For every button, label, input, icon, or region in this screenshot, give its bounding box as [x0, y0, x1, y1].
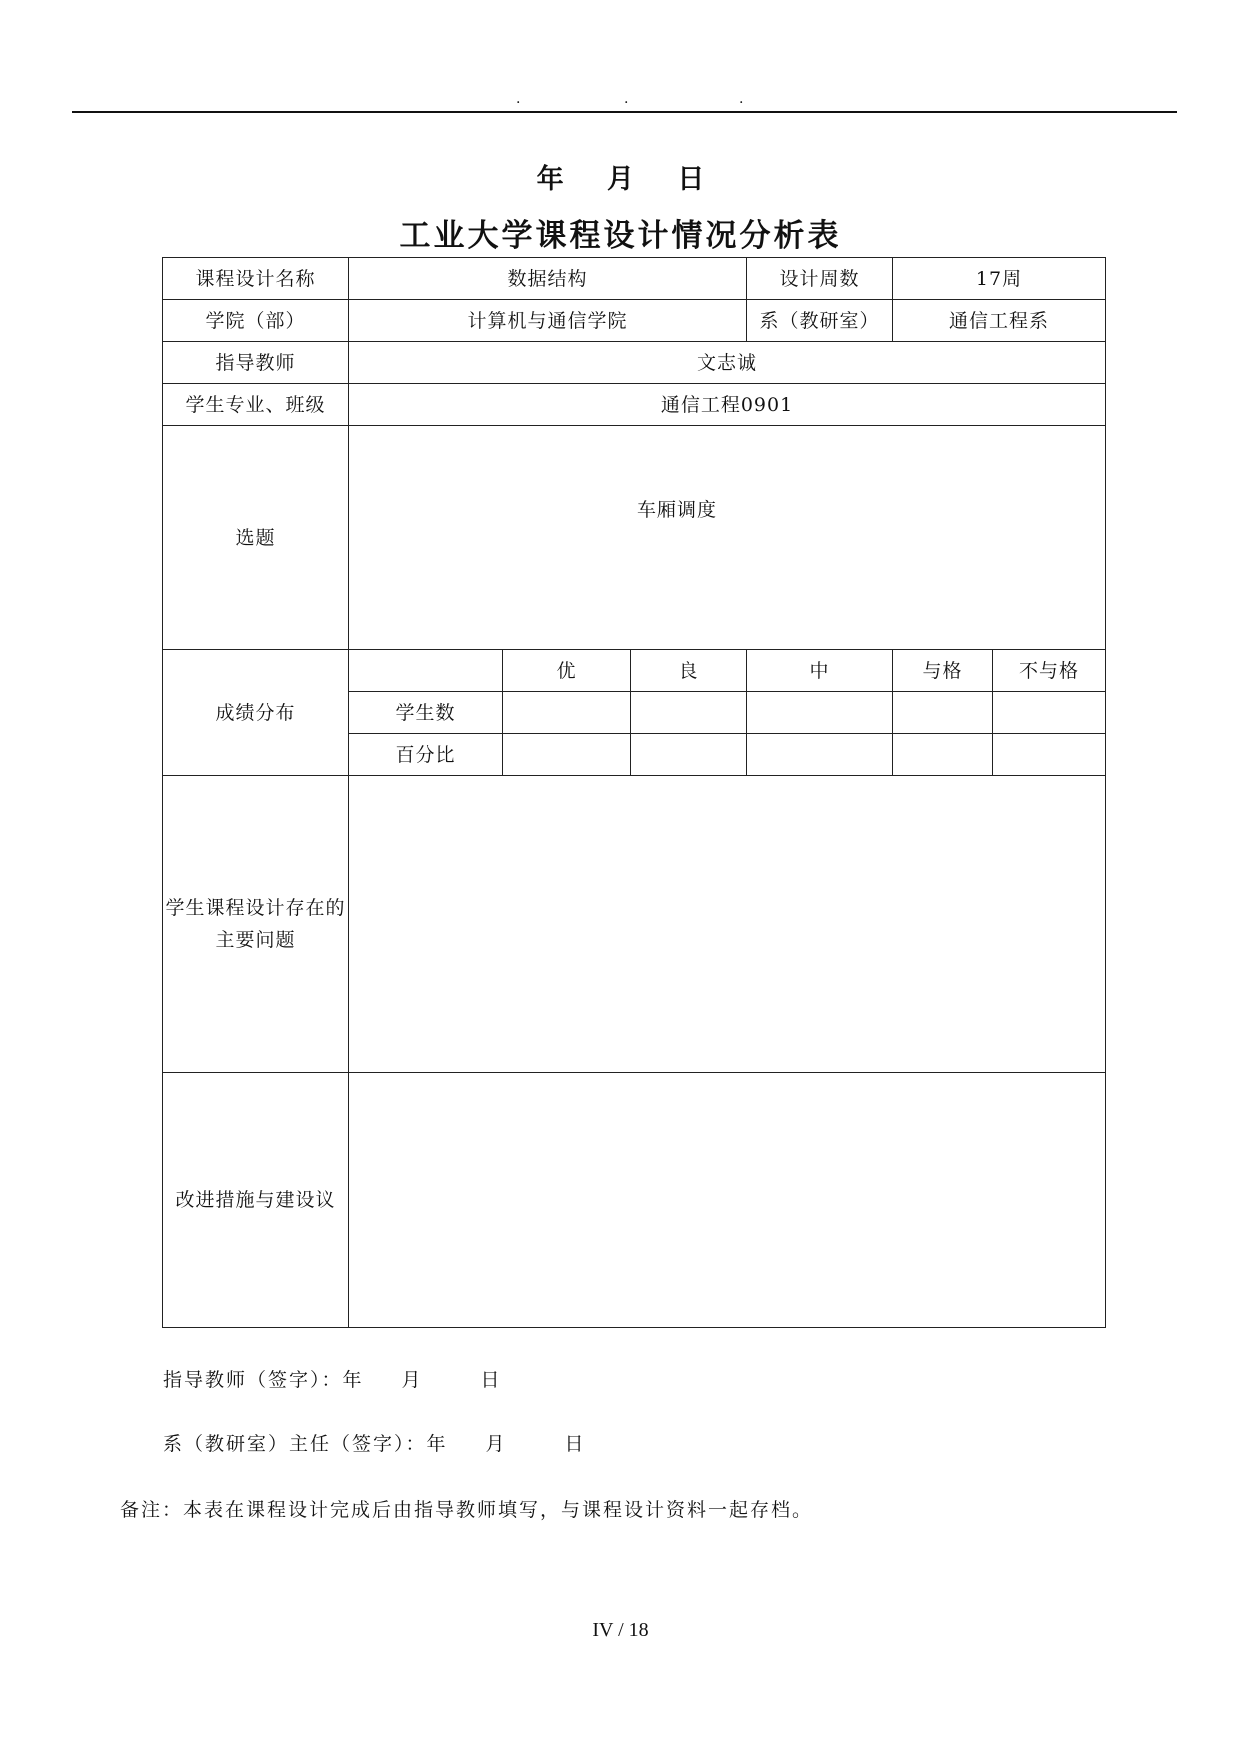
- teacher-value: 文志诚: [349, 342, 1106, 384]
- date-year: 年: [536, 164, 564, 195]
- teacher-signature-label: 指导教师（签字）：: [163, 1369, 343, 1391]
- page-number: IV / 18: [592, 1619, 649, 1641]
- grade-corner-cell: [349, 650, 503, 692]
- teacher-signature-day: 日: [480, 1369, 502, 1391]
- grade-cell[interactable]: [747, 734, 893, 776]
- header-rule: [72, 111, 1177, 113]
- grade-col-pass: 与格: [893, 650, 993, 692]
- header-dots: [0, 92, 1241, 112]
- director-signature-month: 月: [485, 1433, 507, 1455]
- grade-cell[interactable]: [993, 734, 1106, 776]
- class-label: 学生专业、班级: [163, 384, 349, 426]
- college-value: 计算机与通信学院: [349, 300, 747, 342]
- grade-cell[interactable]: [893, 734, 993, 776]
- improve-label: 改进措施与建设议: [163, 1073, 349, 1328]
- row-grade-header: [163, 650, 1106, 692]
- class-value: 通信工程0901: [349, 384, 1106, 426]
- row-college: [163, 300, 1106, 342]
- course-name-value: 数据结构: [349, 258, 747, 300]
- director-signature-day: 日: [564, 1433, 586, 1455]
- grade-cell[interactable]: [893, 692, 993, 734]
- topic-value: 车厢调度: [637, 499, 718, 521]
- grade-cell[interactable]: [503, 734, 631, 776]
- footnote: 备注：本表在课程设计完成后由指导教师填写，与课程设计资料一起存档。: [120, 1499, 814, 1521]
- dept-value: 通信工程系: [893, 300, 1106, 342]
- grade-col-excellent: 优: [503, 650, 631, 692]
- director-signature-line: [163, 1430, 586, 1458]
- grade-cell[interactable]: [631, 692, 747, 734]
- row-problems: [163, 776, 1106, 1073]
- teacher-signature-year: 年: [342, 1369, 364, 1391]
- problems-label: 学生课程设计存在的主要问题: [163, 776, 349, 1073]
- teacher-label: 指导教师: [163, 342, 349, 384]
- topic-label: 选题: [163, 426, 349, 650]
- header-dot: .: [624, 91, 629, 107]
- page-title: 工业大学课程设计情况分析表: [399, 218, 842, 254]
- row-course: [163, 258, 1106, 300]
- director-signature-year: 年: [426, 1433, 448, 1455]
- teacher-signature-line: [163, 1366, 502, 1394]
- grade-cell[interactable]: [747, 692, 893, 734]
- grade-cell[interactable]: [503, 692, 631, 734]
- grade-col-good: 良: [631, 650, 747, 692]
- improve-field[interactable]: [349, 1073, 1106, 1328]
- header-dot: .: [739, 91, 744, 107]
- date-day: 日: [677, 164, 705, 195]
- dept-label: 系（教研室）: [747, 300, 893, 342]
- header-dot: .: [516, 91, 521, 107]
- topic-cell: [349, 426, 1106, 650]
- weeks-value: 17周: [893, 258, 1106, 300]
- row-topic: [163, 426, 1106, 650]
- problems-field[interactable]: [349, 776, 1106, 1073]
- grades-label: 成绩分布: [163, 650, 349, 776]
- grade-cell[interactable]: [631, 734, 747, 776]
- row-class: [163, 384, 1106, 426]
- college-label: 学院（部）: [163, 300, 349, 342]
- teacher-signature-month: 月: [401, 1369, 423, 1391]
- director-signature-label: 系（教研室）主任（签字）：: [163, 1433, 427, 1455]
- student-count-label: 学生数: [349, 692, 503, 734]
- grade-cell[interactable]: [993, 692, 1106, 734]
- date-month: 月: [607, 164, 634, 195]
- row-improve: [163, 1073, 1106, 1328]
- analysis-form-table: [162, 257, 1106, 1328]
- percentage-label: 百分比: [349, 734, 503, 776]
- row-teacher: [163, 342, 1106, 384]
- weeks-label: 设计周数: [747, 258, 893, 300]
- grade-col-medium: 中: [747, 650, 893, 692]
- grade-col-fail: 不与格: [993, 650, 1106, 692]
- date-line: [0, 162, 1241, 198]
- course-name-label: 课程设计名称: [163, 258, 349, 300]
